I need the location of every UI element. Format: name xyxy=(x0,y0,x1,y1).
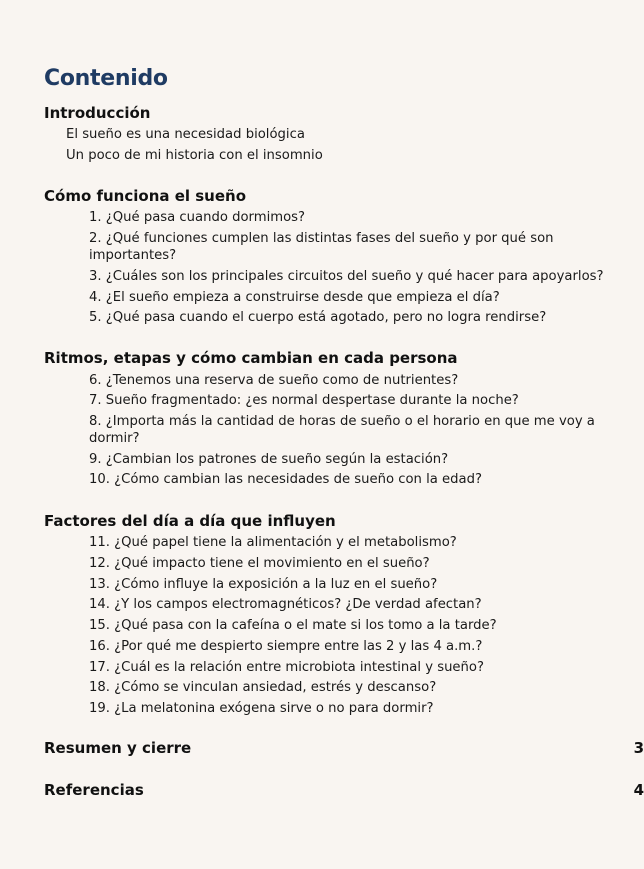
toc-entry: 9. ¿Cambian los patrones de sueño según la estación? xyxy=(89,452,449,467)
section-heading-how-sleep-works: Cómo funciona el sueño xyxy=(44,187,247,205)
toc-entry: 13. ¿Cómo influye la exposición a la luz en el sueño? xyxy=(89,577,438,592)
toc-entry: 5. ¿Qué pasa cuando el cuerpo está agotado, pero no logra rendirse? xyxy=(89,310,547,325)
page-number: 3 xyxy=(633,739,644,757)
section-heading-rhythms: Ritmos, etapas y cómo cambian en cada persona xyxy=(44,349,458,367)
section-heading-intro: Introducción xyxy=(44,104,151,122)
section-heading-references: Referencias xyxy=(44,781,144,799)
toc-entry: 10. ¿Cómo cambian las necesidades de sueño con la edad? xyxy=(89,472,482,487)
toc-entry: 4. ¿El sueño empieza a construirse desde que empieza el día? xyxy=(89,290,500,305)
toc-entry: Un poco de mi historia con el insomnio xyxy=(66,148,323,163)
page-title: Contenido xyxy=(44,66,168,91)
toc-entry: 3. ¿Cuáles son los principales circuitos del sueño y qué hacer para apoyarlos? xyxy=(89,269,604,284)
toc-entry: 19. ¿La melatonina exógena sirve o no para dormir? xyxy=(89,701,434,716)
toc-entry: 16. ¿Por qué me despierto siempre entre las 2 y las 4 a.m.? xyxy=(89,639,483,654)
toc-entry: 14. ¿Y los campos electromagnéticos? ¿De verdad afectan? xyxy=(89,597,482,612)
page-number: 4 xyxy=(633,781,644,799)
toc-entry: 17. ¿Cuál es la relación entre microbiota intestinal y sueño? xyxy=(89,660,484,675)
section-heading-summary: Resumen y cierre xyxy=(44,739,192,757)
toc-entry: 11. ¿Qué papel tiene la alimentación y el metabolismo? xyxy=(89,535,457,550)
toc-entry: 18. ¿Cómo se vinculan ansiedad, estrés y descanso? xyxy=(89,680,437,695)
toc-entry: 1. ¿Qué pasa cuando dormimos? xyxy=(89,210,306,225)
toc-entry: 12. ¿Qué impacto tiene el movimiento en el sueño? xyxy=(89,556,430,571)
toc-entry: 7. Sueño fragmentado: ¿es normal despertase durante la noche? xyxy=(89,393,519,408)
toc-entry: 2. ¿Qué funciones cumplen las distintas fases del sueño y por qué son importantes? xyxy=(89,231,554,263)
toc-entry: 8. ¿Importa más la cantidad de horas de sueño o el horario en que me voy a dormir? xyxy=(89,414,595,446)
section-heading-daily-factors: Factores del día a día que influyen xyxy=(44,512,336,530)
toc-entry: El sueño es una necesidad biológica xyxy=(66,127,305,142)
toc-entry: 15. ¿Qué pasa con la cafeína o el mate si los tomo a la tarde? xyxy=(89,618,497,633)
toc-entry: 6. ¿Tenemos una reserva de sueño como de nutrientes? xyxy=(89,373,459,388)
